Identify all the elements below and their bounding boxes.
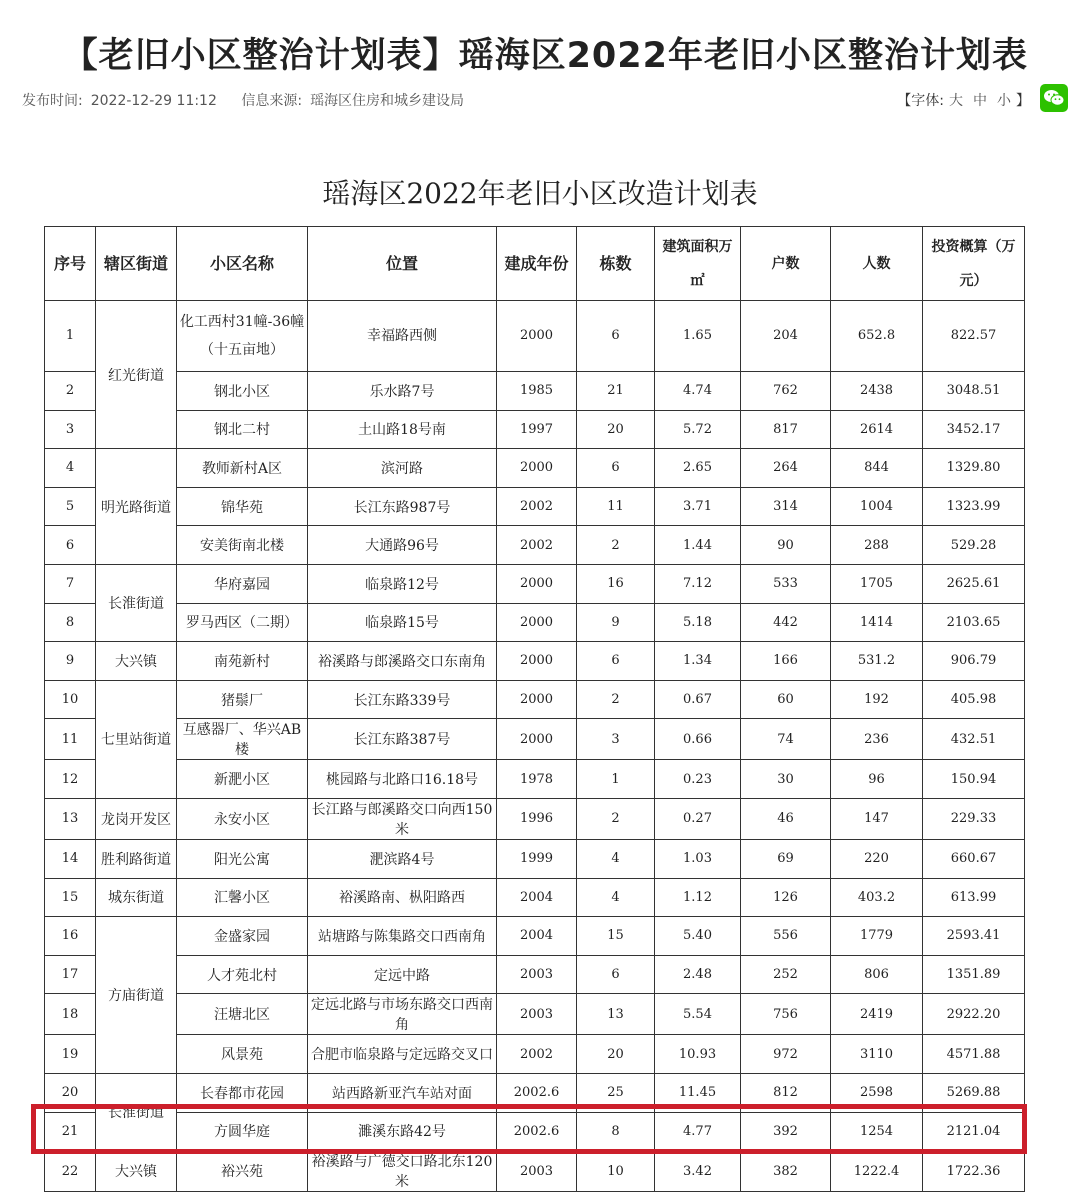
cell-invest: 3452.17 (923, 410, 1025, 449)
cell-location: 裕溪路与广德交口路北东120米 (308, 1151, 497, 1192)
cell-buildings: 2 (577, 680, 655, 719)
cell-area: 0.23 (655, 760, 741, 799)
cell-area: 5.54 (655, 994, 741, 1035)
font-small-button[interactable]: 小 (997, 93, 1011, 109)
cell-people: 147 (831, 798, 923, 839)
table-row (45, 487, 1025, 526)
cell-households: 60 (741, 680, 831, 719)
header-name: 小区名称 (177, 227, 308, 301)
table-row (45, 1151, 1025, 1192)
cell-seq: 2 (45, 372, 96, 411)
cell-people: 1004 (831, 487, 923, 526)
cell-households: 252 (741, 955, 831, 994)
cell-invest: 4571.88 (923, 1035, 1025, 1074)
cell-street: 长淮街道 (96, 1073, 177, 1150)
cell-year: 2000 (497, 301, 577, 372)
table-row (45, 955, 1025, 994)
cell-households: 972 (741, 1035, 831, 1074)
table-row (45, 301, 1025, 372)
cell-location: 土山路18号南 (308, 410, 497, 449)
header-buildings: 栋数 (577, 227, 655, 301)
cell-seq: 17 (45, 955, 96, 994)
cell-year: 2004 (497, 878, 577, 917)
cell-area: 1.12 (655, 878, 741, 917)
cell-households: 314 (741, 487, 831, 526)
cell-people: 844 (831, 449, 923, 488)
cell-buildings: 13 (577, 994, 655, 1035)
table-row (45, 642, 1025, 681)
font-large-button[interactable]: 大 (949, 93, 963, 109)
cell-name: 风景苑 (177, 1035, 308, 1074)
cell-households: 166 (741, 642, 831, 681)
cell-name-line1: 化工西村31幢-36幢 (179, 314, 305, 330)
table-row (45, 798, 1025, 839)
cell-people: 1414 (831, 603, 923, 642)
cell-seq: 10 (45, 680, 96, 719)
cell-location: 临泉路15号 (308, 603, 497, 642)
cell-name: 阳光公寓 (177, 839, 308, 878)
cell-invest: 405.98 (923, 680, 1025, 719)
cell-year: 1999 (497, 839, 577, 878)
cell-year: 2000 (497, 564, 577, 603)
cell-seq: 5 (45, 487, 96, 526)
cell-households: 442 (741, 603, 831, 642)
table-row (45, 719, 1025, 760)
table-header-row (45, 227, 1025, 301)
cell-households: 382 (741, 1151, 831, 1192)
font-size-control (897, 90, 1030, 110)
cell-location: 长江东路387号 (308, 719, 497, 760)
cell-area: 11.45 (655, 1073, 741, 1112)
cell-buildings: 15 (577, 917, 655, 956)
cell-area: 1.34 (655, 642, 741, 681)
cell-seq: 7 (45, 564, 96, 603)
cell-location: 合肥市临泉路与定远路交叉口 (308, 1035, 497, 1074)
renovation-plan-table (44, 226, 1025, 1192)
cell-location: 站西路新亚汽车站对面 (308, 1073, 497, 1112)
font-size-close: 】 (1016, 93, 1030, 109)
header-year: 建成年份 (497, 227, 577, 301)
cell-households: 264 (741, 449, 831, 488)
cell-name: 人才苑北村 (177, 955, 308, 994)
cell-location: 乐水路7号 (308, 372, 497, 411)
cell-households: 762 (741, 372, 831, 411)
cell-seq: 6 (45, 526, 96, 565)
cell-year: 2000 (497, 680, 577, 719)
cell-name: 汇馨小区 (177, 878, 308, 917)
cell-year: 2000 (497, 642, 577, 681)
cell-people: 531.2 (831, 642, 923, 681)
cell-seq: 8 (45, 603, 96, 642)
cell-area: 4.77 (655, 1112, 741, 1151)
cell-households: 74 (741, 719, 831, 760)
cell-buildings: 6 (577, 449, 655, 488)
cell-year: 1978 (497, 760, 577, 799)
cell-invest: 3048.51 (923, 372, 1025, 411)
cell-location: 大通路96号 (308, 526, 497, 565)
cell-people: 1222.4 (831, 1151, 923, 1192)
cell-area: 2.48 (655, 955, 741, 994)
cell-name: 锦华苑 (177, 487, 308, 526)
cell-name: 汪塘北区 (177, 994, 308, 1035)
cell-people: 1254 (831, 1112, 923, 1151)
cell-invest: 822.57 (923, 301, 1025, 372)
cell-buildings: 4 (577, 878, 655, 917)
cell-area: 5.72 (655, 410, 741, 449)
cell-location: 长江东路339号 (308, 680, 497, 719)
cell-name: 长春都市花园 (177, 1073, 308, 1112)
table-row (45, 1112, 1025, 1151)
cell-location: 定远中路 (308, 955, 497, 994)
cell-people: 652.8 (831, 301, 923, 372)
publish-time (22, 93, 217, 109)
cell-year: 2003 (497, 1151, 577, 1192)
cell-invest: 432.51 (923, 719, 1025, 760)
article-meta (22, 90, 1062, 112)
cell-location: 桃园路与北路口16.18号 (308, 760, 497, 799)
cell-seq: 18 (45, 994, 96, 1035)
cell-seq: 9 (45, 642, 96, 681)
cell-street: 红光街道 (96, 301, 177, 449)
cell-people: 220 (831, 839, 923, 878)
cell-buildings: 20 (577, 1035, 655, 1074)
cell-seq: 20 (45, 1073, 96, 1112)
header-street: 辖区街道 (96, 227, 177, 301)
cell-invest: 529.28 (923, 526, 1025, 565)
cell-area: 1.65 (655, 301, 741, 372)
cell-people: 288 (831, 526, 923, 565)
header-invest (923, 227, 1025, 301)
cell-name-line2: （十五亩地） (200, 342, 284, 358)
cell-street: 方庙街道 (96, 917, 177, 1074)
cell-invest: 906.79 (923, 642, 1025, 681)
cell-seq: 11 (45, 719, 96, 760)
wechat-icon[interactable] (1040, 84, 1068, 112)
cell-street: 大兴镇 (96, 1151, 177, 1192)
info-source-value: 瑶海区住房和城乡建设局 (310, 93, 465, 109)
cell-name: 罗马西区（二期） (177, 603, 308, 642)
cell-buildings: 4 (577, 839, 655, 878)
cell-area: 3.71 (655, 487, 741, 526)
cell-street: 明光路街道 (96, 449, 177, 565)
cell-seq: 15 (45, 878, 96, 917)
cell-buildings: 2 (577, 526, 655, 565)
cell-invest: 1329.80 (923, 449, 1025, 488)
cell-buildings: 10 (577, 1151, 655, 1192)
cell-location: 濉溪东路42号 (308, 1112, 497, 1151)
cell-households: 392 (741, 1112, 831, 1151)
cell-people: 806 (831, 955, 923, 994)
table-row (45, 564, 1025, 603)
header-households: 户数 (741, 227, 831, 301)
cell-households: 756 (741, 994, 831, 1035)
cell-people: 2598 (831, 1073, 923, 1112)
cell-seq: 4 (45, 449, 96, 488)
cell-location: 定远北路与市场东路交口西南角 (308, 994, 497, 1035)
cell-invest: 1722.36 (923, 1151, 1025, 1192)
cell-households: 817 (741, 410, 831, 449)
cell-location: 淝滨路4号 (308, 839, 497, 878)
cell-invest: 2593.41 (923, 917, 1025, 956)
table-row (45, 603, 1025, 642)
cell-invest: 2625.61 (923, 564, 1025, 603)
cell-location: 裕溪路南、枞阳路西 (308, 878, 497, 917)
cell-people: 2419 (831, 994, 923, 1035)
font-size-open: 【字体: (897, 93, 944, 109)
cell-name: 互感器厂、华兴AB楼 (177, 719, 308, 760)
cell-seq: 12 (45, 760, 96, 799)
header-area (655, 227, 741, 301)
cell-invest: 229.33 (923, 798, 1025, 839)
table-row (45, 1073, 1025, 1112)
cell-invest: 1351.89 (923, 955, 1025, 994)
cell-seq: 13 (45, 798, 96, 839)
table-row (45, 680, 1025, 719)
cell-seq: 3 (45, 410, 96, 449)
cell-households: 556 (741, 917, 831, 956)
cell-invest: 2121.04 (923, 1112, 1025, 1151)
cell-people: 2614 (831, 410, 923, 449)
cell-name: 金盛家园 (177, 917, 308, 956)
cell-location: 长江路与郎溪路交口向西150米 (308, 798, 497, 839)
cell-location: 临泉路12号 (308, 564, 497, 603)
table-row (45, 760, 1025, 799)
cell-people: 403.2 (831, 878, 923, 917)
cell-households: 30 (741, 760, 831, 799)
cell-buildings: 9 (577, 603, 655, 642)
cell-name: 南苑新村 (177, 642, 308, 681)
cell-name: 钢北二村 (177, 410, 308, 449)
cell-year: 1997 (497, 410, 577, 449)
cell-year: 2000 (497, 449, 577, 488)
cell-year: 2002.6 (497, 1073, 577, 1112)
cell-street: 大兴镇 (96, 642, 177, 681)
cell-people: 3110 (831, 1035, 923, 1074)
cell-seq: 21 (45, 1112, 96, 1151)
header-location: 位置 (308, 227, 497, 301)
header-invest-line2: 元） (959, 272, 988, 289)
cell-area: 5.18 (655, 603, 741, 642)
header-area-line2: ㎡ (690, 272, 705, 289)
cell-buildings: 1 (577, 760, 655, 799)
cell-seq: 19 (45, 1035, 96, 1074)
cell-buildings: 16 (577, 564, 655, 603)
cell-households: 90 (741, 526, 831, 565)
cell-location: 幸福路西侧 (308, 301, 497, 372)
cell-invest: 613.99 (923, 878, 1025, 917)
cell-name: 方圆华庭 (177, 1112, 308, 1151)
cell-people: 236 (831, 719, 923, 760)
cell-people: 96 (831, 760, 923, 799)
cell-area: 0.67 (655, 680, 741, 719)
cell-people: 2438 (831, 372, 923, 411)
cell-invest: 1323.99 (923, 487, 1025, 526)
cell-people: 192 (831, 680, 923, 719)
cell-year: 1985 (497, 372, 577, 411)
cell-invest: 2922.20 (923, 994, 1025, 1035)
cell-name: 猪鬃厂 (177, 680, 308, 719)
cell-street: 胜利路街道 (96, 839, 177, 878)
cell-year: 2000 (497, 719, 577, 760)
publish-time-value: 2022-12-29 11:12 (90, 93, 217, 109)
cell-buildings: 6 (577, 955, 655, 994)
cell-area: 10.93 (655, 1035, 741, 1074)
cell-households: 533 (741, 564, 831, 603)
cell-households: 126 (741, 878, 831, 917)
cell-households: 812 (741, 1073, 831, 1112)
cell-name: 裕兴苑 (177, 1151, 308, 1192)
cell-buildings: 3 (577, 719, 655, 760)
cell-area: 3.42 (655, 1151, 741, 1192)
cell-name: 华府嘉园 (177, 564, 308, 603)
cell-area: 1.44 (655, 526, 741, 565)
table-row (45, 1035, 1025, 1074)
cell-name: 教师新村A区 (177, 449, 308, 488)
table-row (45, 449, 1025, 488)
cell-name (177, 301, 308, 372)
cell-street: 龙岗开发区 (96, 798, 177, 839)
cell-year: 2002 (497, 1035, 577, 1074)
cell-location: 裕溪路与郎溪路交口东南角 (308, 642, 497, 681)
cell-area: 0.66 (655, 719, 741, 760)
cell-area: 4.74 (655, 372, 741, 411)
page-title: 【老旧小区整治计划表】瑶海区2022年老旧小区整治计划表 (62, 36, 1028, 76)
cell-year: 2004 (497, 917, 577, 956)
cell-people: 1705 (831, 564, 923, 603)
cell-year: 2000 (497, 603, 577, 642)
cell-year: 1996 (497, 798, 577, 839)
info-source (241, 93, 464, 109)
publish-time-label: 发布时间: (22, 93, 83, 109)
cell-households: 46 (741, 798, 831, 839)
table-row (45, 839, 1025, 878)
cell-year: 2002 (497, 487, 577, 526)
cell-invest: 5269.88 (923, 1073, 1025, 1112)
cell-seq: 14 (45, 839, 96, 878)
cell-year: 2003 (497, 994, 577, 1035)
header-people: 人数 (831, 227, 923, 301)
cell-buildings: 21 (577, 372, 655, 411)
cell-name: 永安小区 (177, 798, 308, 839)
cell-name: 新淝小区 (177, 760, 308, 799)
header-seq: 序号 (45, 227, 96, 301)
cell-households: 69 (741, 839, 831, 878)
cell-buildings: 2 (577, 798, 655, 839)
table-row (45, 917, 1025, 956)
font-medium-button[interactable]: 中 (973, 93, 987, 109)
cell-street: 城东街道 (96, 878, 177, 917)
cell-households: 204 (741, 301, 831, 372)
header-area-line1: 建筑面积万 (662, 238, 733, 255)
table-row (45, 410, 1025, 449)
cell-location: 站塘路与陈集路交口西南角 (308, 917, 497, 956)
cell-invest: 2103.65 (923, 603, 1025, 642)
table-row (45, 994, 1025, 1035)
cell-year: 2002 (497, 526, 577, 565)
header-invest-line1: 投资概算（万 (931, 238, 1016, 255)
cell-street: 七里站街道 (96, 680, 177, 798)
cell-seq: 22 (45, 1151, 96, 1192)
cell-location: 长江东路987号 (308, 487, 497, 526)
cell-year: 2003 (497, 955, 577, 994)
cell-buildings: 6 (577, 301, 655, 372)
cell-street: 长淮街道 (96, 564, 177, 641)
cell-buildings: 8 (577, 1112, 655, 1151)
cell-name: 钢北小区 (177, 372, 308, 411)
table-row (45, 526, 1025, 565)
cell-name: 安美街南北楼 (177, 526, 308, 565)
cell-area: 5.40 (655, 917, 741, 956)
cell-invest: 150.94 (923, 760, 1025, 799)
cell-buildings: 6 (577, 642, 655, 681)
cell-area: 7.12 (655, 564, 741, 603)
cell-area: 2.65 (655, 449, 741, 488)
cell-year: 2002.6 (497, 1112, 577, 1151)
cell-seq: 16 (45, 917, 96, 956)
info-source-label: 信息来源: (241, 93, 303, 109)
cell-buildings: 11 (577, 487, 655, 526)
cell-area: 0.27 (655, 798, 741, 839)
cell-buildings: 20 (577, 410, 655, 449)
table-title: 瑶海区2022年老旧小区改造计划表 (322, 177, 758, 210)
cell-people: 1779 (831, 917, 923, 956)
cell-invest: 660.67 (923, 839, 1025, 878)
table-row (45, 878, 1025, 917)
cell-area: 1.03 (655, 839, 741, 878)
cell-seq: 1 (45, 301, 96, 372)
table-row (45, 372, 1025, 411)
cell-location: 滨河路 (308, 449, 497, 488)
cell-buildings: 25 (577, 1073, 655, 1112)
